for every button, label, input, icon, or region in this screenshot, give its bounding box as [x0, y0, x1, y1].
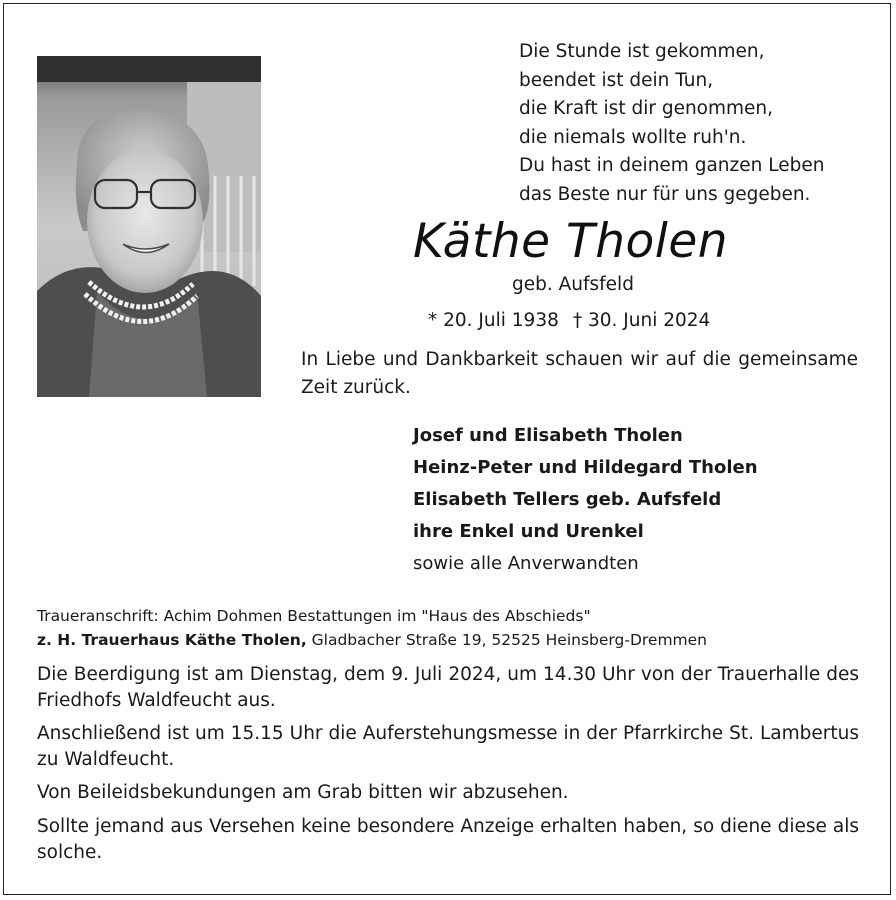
address-line-2: [37, 628, 707, 652]
poem-line: Die Stunde ist gekommen,: [519, 41, 765, 62]
poem-line: die Kraft ist dir genommen,: [519, 98, 774, 120]
maiden-name: geb. Aufsfeld: [512, 274, 634, 295]
poem-line: Du hast in deinem ganzen Leben: [519, 155, 825, 177]
poem-line: beendet ist dein Tun,: [519, 69, 714, 91]
poem-line: die niemals wollte ruh'n.: [519, 126, 747, 148]
portrait-photo: [37, 56, 261, 397]
address-street: Gladbacher Straße 19, 52525 Heinsberg-Dremmen: [306, 631, 708, 649]
signer: Josef und Elisabeth Tholen: [413, 425, 683, 446]
notice-paragraph: Anschließend ist um 15.15 Uhr die Auferstehungsmesse in der Pfarrkirche St. Lambertus zu Waldfeucht.: [37, 723, 859, 770]
notice-paragraph: Sollte jemand aus Versehen keine besondere Anzeige erhalten haben, so diene diese als solche.: [37, 815, 859, 863]
intro-text: In Liebe und Dankbarkeit schauen wir auf die gemeinsame Zeit zurück.: [301, 349, 858, 398]
notice-paragraph: Die Beerdigung ist am Dienstag, dem 9. Juli 2024, um 14.30 Uhr von der Trauerhalle des Friedhofs Waldfeucht aus.: [37, 664, 859, 711]
address-recipient: z. H. Trauerhaus Käthe Tholen,: [37, 631, 307, 649]
portrait-image: [37, 56, 261, 397]
signer-relatives: sowie alle Anverwandten: [413, 553, 639, 574]
death-date: † 30. Juni 2024: [572, 310, 711, 331]
mourning-address: [37, 604, 707, 652]
birth-date: * 20. Juli 1938: [428, 310, 559, 331]
signer: ihre Enkel und Urenkel: [413, 521, 644, 542]
signer: Elisabeth Tellers geb. Aufsfeld: [413, 489, 722, 510]
poem-line: das Beste nur für uns gegeben.: [519, 183, 811, 205]
notice-paragraph: Von Beileidsbekundungen am Grab bitten wir abzusehen.: [37, 782, 569, 804]
poem: [519, 38, 824, 210]
funeral-notices: [37, 662, 859, 873]
address-line-1: Traueranschrift: Achim Dohmen Bestattungen im "Haus des Abschieds": [37, 607, 591, 625]
deceased-name: Käthe Tholen: [413, 214, 729, 269]
life-dates: [428, 310, 710, 331]
signers-list: [413, 420, 758, 580]
signer: Heinz-Peter und Hildegard Tholen: [413, 457, 758, 478]
